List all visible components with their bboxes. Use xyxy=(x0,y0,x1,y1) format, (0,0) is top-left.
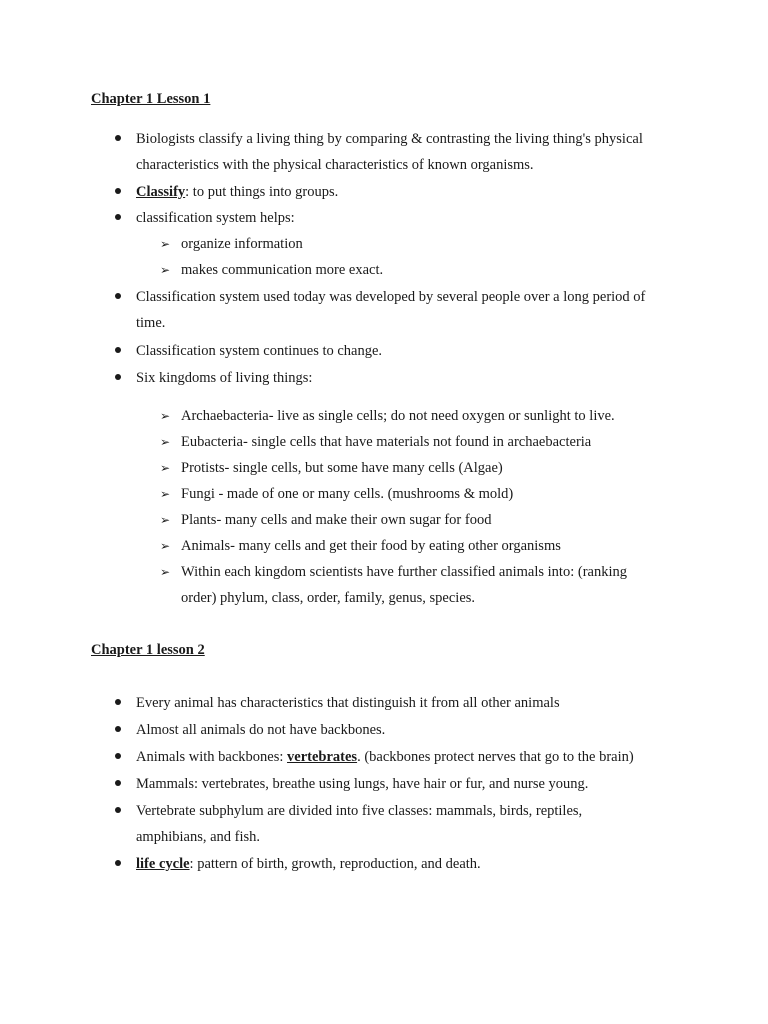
kingdom-item-continued: order) phylum, class, order, family, genus, species. xyxy=(181,590,476,606)
arrow-bullet-icon: ➢ xyxy=(160,461,171,475)
lesson1-bullet-6: Six kingdoms of living things: xyxy=(136,370,313,386)
bullet-dot-icon xyxy=(115,347,121,353)
term-vertebrates: vertebrates xyxy=(287,749,358,765)
life-cycle-definition: : pattern of birth, growth, reproduction, and death. xyxy=(189,856,481,872)
term-classify: Classify xyxy=(136,184,186,200)
backbones-text: Animals with backbones: xyxy=(136,749,288,765)
arrow-bullet-icon: ➢ xyxy=(160,513,171,527)
kingdom-item: Protists- single cells, but some have many cells (Algae) xyxy=(181,460,503,476)
arrow-bullet-icon: ➢ xyxy=(160,435,171,449)
bullet-dot-icon xyxy=(115,780,121,786)
lesson1-bullet-1-line1: Biologists classify a living thing by comparing & contrasting the living thing's physical xyxy=(136,131,643,147)
lesson1-bullet-2 xyxy=(136,183,338,201)
bullet-dot-icon xyxy=(115,293,121,299)
kingdom-item: Plants- many cells and make their own sugar for food xyxy=(181,512,492,528)
lesson2-bullet-3 xyxy=(136,748,634,766)
lesson2-bullet-5-line2: amphibians, and fish. xyxy=(136,829,261,845)
term-life-cycle: life cycle xyxy=(136,856,190,872)
arrow-bullet-icon: ➢ xyxy=(160,409,171,423)
lesson2-bullet-5-line1: Vertebrate subphylum are divided into five classes: mammals, birds, reptiles, xyxy=(136,803,583,819)
arrow-bullet-icon: ➢ xyxy=(160,487,171,501)
kingdom-item: Fungi - made of one or many cells. (mushrooms & mold) xyxy=(181,486,514,502)
lesson1-bullet-4-line2: time. xyxy=(136,315,166,331)
bullet-dot-icon xyxy=(115,807,121,813)
arrow-bullet-icon: ➢ xyxy=(160,263,171,277)
lesson1-heading: Chapter 1 Lesson 1 xyxy=(91,91,211,107)
lesson1-bullet-4-line1: Classification system used today was developed by several people over a long period of xyxy=(136,289,646,305)
bullet-dot-icon xyxy=(115,726,121,732)
bullet-dot-icon xyxy=(115,860,121,866)
bullet-dot-icon xyxy=(115,188,121,194)
lesson1-sub-2: makes communication more exact. xyxy=(181,262,384,278)
bullet-dot-icon xyxy=(115,699,121,705)
lesson2-bullet-2: Almost all animals do not have backbones. xyxy=(136,722,386,738)
lesson2-bullet-1: Every animal has characteristics that distinguish it from all other animals xyxy=(136,695,560,711)
lesson1-bullet-5: Classification system continues to change. xyxy=(136,343,383,359)
lesson2-bullet-4: Mammals: vertebrates, breathe using lungs, have hair or fur, and nurse young. xyxy=(136,776,589,792)
kingdom-item: Within each kingdom scientists have further classified animals into: (ranking xyxy=(181,564,627,580)
lesson2-heading: Chapter 1 lesson 2 xyxy=(91,642,205,658)
arrow-bullet-icon: ➢ xyxy=(160,539,171,553)
classify-definition: : to put things into groups. xyxy=(185,184,339,200)
lesson2-bullet-6 xyxy=(136,855,481,873)
kingdom-item: Animals- many cells and get their food by eating other organisms xyxy=(181,538,561,554)
kingdom-item: Eubacteria- single cells that have materials not found in archaebacteria xyxy=(181,434,592,450)
vertebrates-note: . (backbones protect nerves that go to the brain) xyxy=(357,749,634,765)
bullet-dot-icon xyxy=(115,214,121,220)
bullet-dot-icon xyxy=(115,135,121,141)
lesson1-bullet-1-line2: characteristics with the physical characteristics of known organisms. xyxy=(136,157,534,173)
lesson1-bullet-3: classification system helps: xyxy=(136,210,295,226)
arrow-bullet-icon: ➢ xyxy=(160,565,171,579)
bullet-dot-icon xyxy=(115,753,121,759)
kingdom-item: Archaebacteria- live as single cells; do not need oxygen or sunlight to live. xyxy=(181,408,615,424)
lesson1-sub-1: organize information xyxy=(181,236,303,252)
arrow-bullet-icon: ➢ xyxy=(160,237,171,251)
bullet-dot-icon xyxy=(115,374,121,380)
